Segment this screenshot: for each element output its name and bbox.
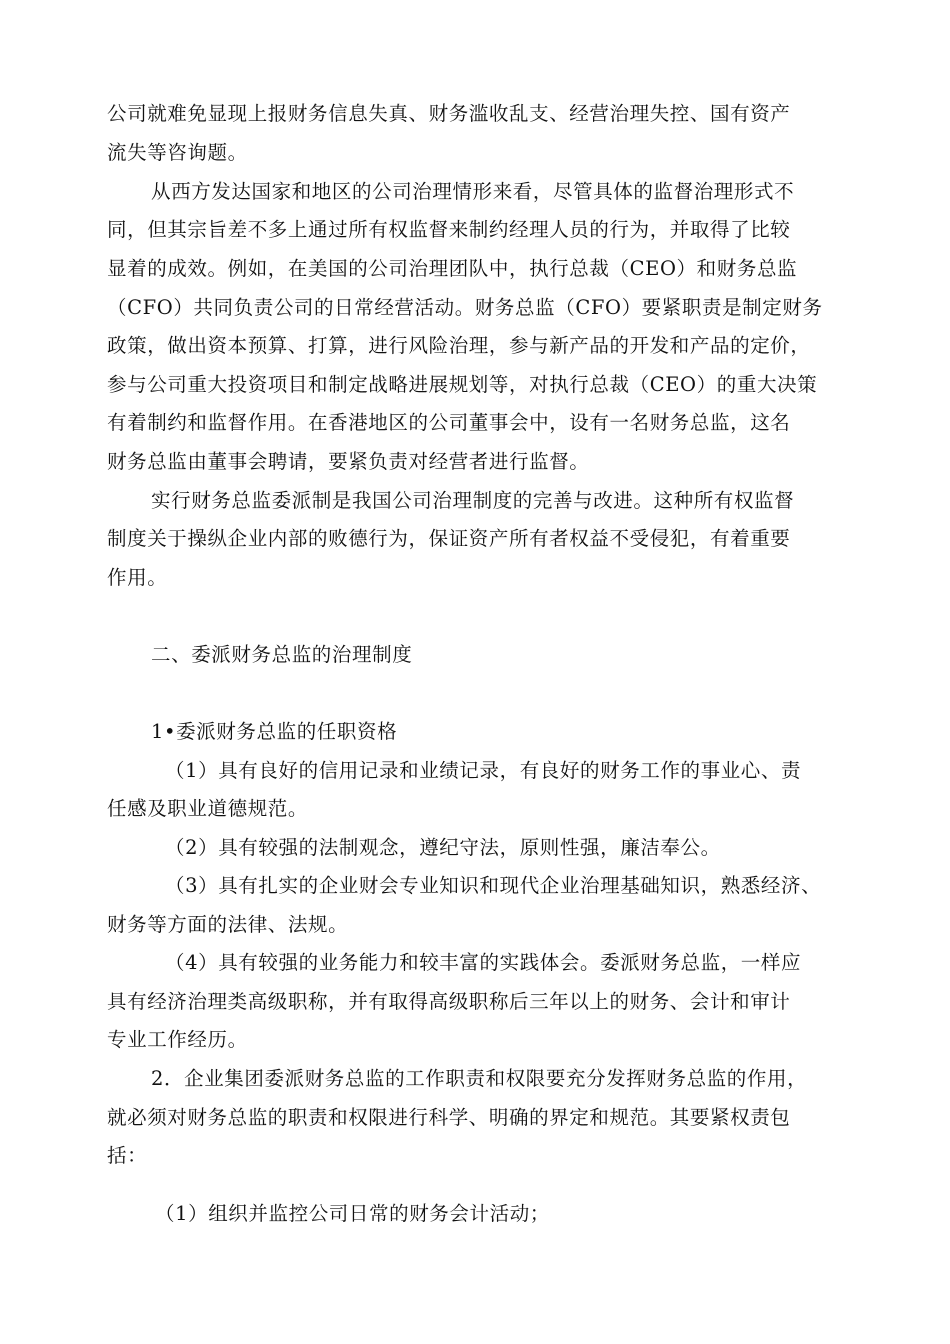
list-item-line: （1）具有良好的信用记录和业绩记录，有良好的财务工作的事业心、责 bbox=[165, 759, 802, 782]
paragraph-line: 就必须对财务总监的职责和权限进行科学、明确的界定和规范。其要紧权责包 bbox=[107, 1106, 791, 1129]
paragraph-line: 参与公司重大投资项目和制定战略进展规划等，对执行总裁（CEO）的重大决策 bbox=[107, 373, 818, 396]
paragraph-line: 公司就难免显现上报财务信息失真、财务滥收乱支、经营治理失控、国有资产 bbox=[107, 102, 791, 125]
subsection-heading: 1•委派财务总监的任职资格 bbox=[151, 720, 398, 743]
paragraph-line: 2．企业集团委派财务总监的工作职责和权限要充分发挥财务总监的作用， bbox=[151, 1067, 808, 1090]
paragraph-line: 作用。 bbox=[107, 566, 168, 589]
list-item-line: （2）具有较强的法制观念，遵纪守法，原则性强，廉洁奉公。 bbox=[165, 836, 721, 859]
list-item-line: 财务等方面的法律、法规。 bbox=[107, 913, 349, 936]
list-item-line: （1）组织并监控公司日常的财务会计活动； bbox=[155, 1202, 550, 1225]
paragraph-line: 显着的成效。例如，在美国的公司治理团队中，执行总裁（CEO）和财务总监 bbox=[107, 257, 798, 280]
paragraph-line: 政策，做出资本预算、打算，进行风险治理，参与新产品的开发和产品的定价， bbox=[107, 334, 811, 357]
paragraph-line: 有着制约和监督作用。在香港地区的公司董事会中，设有一名财务总监，这名 bbox=[107, 411, 791, 434]
paragraph-line: （CFO）共同负责公司的日常经营活动。财务总监（CFO）要紧职责是制定财务 bbox=[107, 296, 823, 319]
list-item-line: 任感及职业道德规范。 bbox=[107, 797, 309, 820]
paragraph-line: 财务总监由董事会聘请，要紧负责对经营者进行监督。 bbox=[107, 450, 590, 473]
section-heading: 二、委派财务总监的治理制度 bbox=[151, 643, 413, 666]
paragraph-line: 同，但其宗旨差不多上通过所有权监督来制约经理人员的行为，并取得了比较 bbox=[107, 218, 791, 241]
paragraph-line: 括： bbox=[107, 1144, 148, 1167]
list-item-line: （3）具有扎实的企业财会专业知识和现代企业治理基础知识，熟悉经济、 bbox=[165, 874, 822, 897]
paragraph-line: 从西方发达国家和地区的公司治理情形来看，尽管具体的监督治理形式不 bbox=[151, 180, 795, 203]
list-item-line: 具有经济治理类高级职称，并有取得高级职称后三年以上的财务、会计和审计 bbox=[107, 990, 791, 1013]
paragraph-line: 实行财务总监委派制是我国公司治理制度的完善与改进。这种所有权监督 bbox=[151, 489, 795, 512]
paragraph-line: 制度关于操纵企业内部的败德行为，保证资产所有者权益不受侵犯，有着重要 bbox=[107, 527, 791, 550]
list-item-line: 专业工作经历。 bbox=[107, 1028, 248, 1051]
paragraph-line: 流失等咨询题。 bbox=[107, 141, 248, 164]
list-item-line: （4）具有较强的业务能力和较丰富的实践体会。委派财务总监，一样应 bbox=[165, 951, 802, 974]
